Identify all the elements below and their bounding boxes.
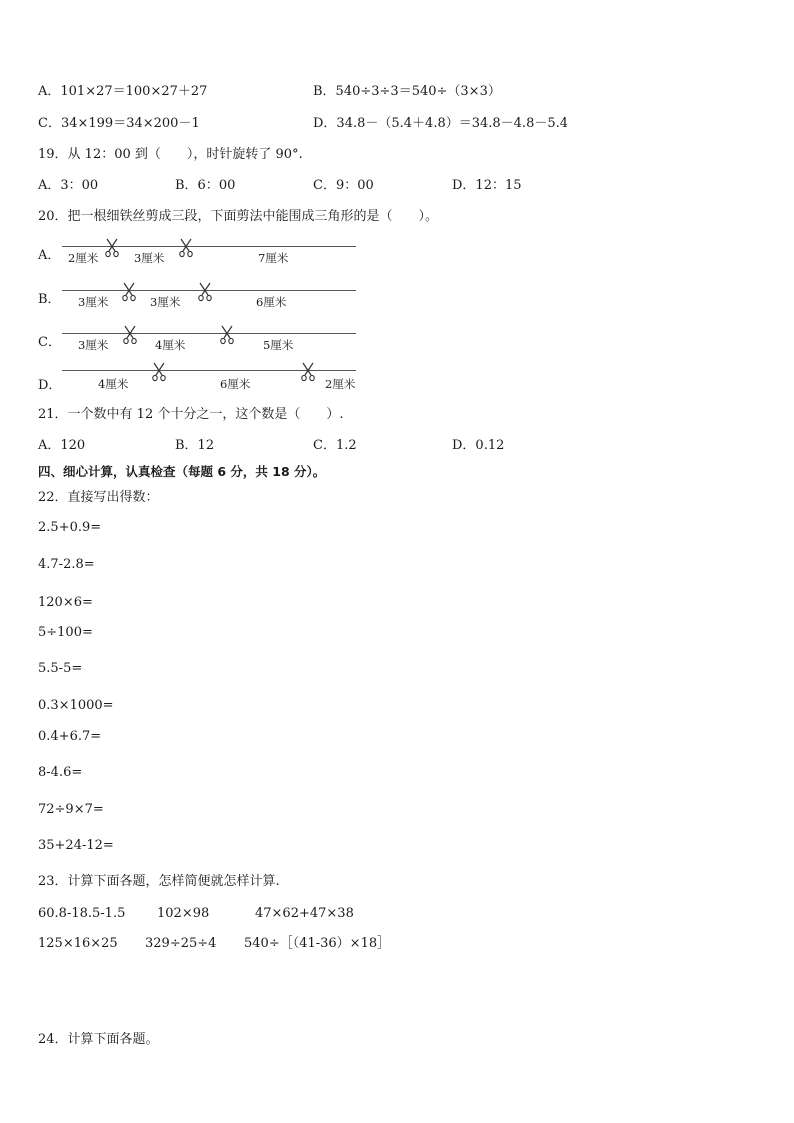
q22-item: 2.5+0.9= — [38, 520, 102, 535]
q20-option-a — [38, 240, 368, 272]
q22-stem: 22．直接写出得数： — [38, 490, 159, 505]
q23-expression: 540÷［（41-36）×18］ — [244, 936, 391, 951]
segment-length-label: 3厘米 — [78, 338, 109, 352]
q23-stem: 23．计算下面各题，怎样简便就怎样计算. — [38, 874, 280, 889]
q19-option-d: D．12：15 — [452, 178, 522, 193]
q20-option-letter: C． — [38, 335, 61, 350]
segment-length-label: 6厘米 — [220, 377, 251, 391]
scissors-icon — [122, 325, 138, 345]
q21-option-a: A．120 — [38, 438, 86, 453]
segment-length-label: 3厘米 — [150, 295, 181, 309]
scissors-icon — [300, 362, 316, 382]
segment-length-label: 4厘米 — [98, 377, 129, 391]
q23-expression: 329÷25÷4 — [145, 936, 217, 951]
q19-stem: 19．从 12：00 到（ ），时针旋转了 90°. — [38, 147, 303, 162]
q22-item: 35+24-12= — [38, 838, 114, 853]
q24-stem: 24．计算下面各题。 — [38, 1032, 159, 1047]
q20-option-letter: A． — [38, 248, 61, 263]
wire-line — [62, 333, 356, 334]
q23-expression: 47×62+47×38 — [255, 906, 354, 921]
section-heading: 四、细心计算，认真检查（每题 6 分，共 18 分）。 — [38, 464, 326, 479]
q22-item: 8-4.6= — [38, 765, 83, 780]
q22-item: 0.3×1000= — [38, 698, 114, 713]
segment-length-label: 7厘米 — [258, 251, 289, 265]
q22-item: 4.7-2.8= — [38, 557, 95, 572]
q19-option-a: A．3：00 — [38, 178, 99, 193]
scissors-icon — [121, 282, 137, 302]
segment-length-label: 3厘米 — [134, 251, 165, 265]
segment-length-label: 3厘米 — [78, 295, 109, 309]
q19-option-c: C．9：00 — [313, 178, 374, 193]
q22-item: 5÷100= — [38, 625, 93, 640]
scissors-icon — [178, 238, 194, 258]
scissors-icon — [151, 362, 167, 382]
q18-option-b: B．540÷3÷3＝540÷（3×3） — [313, 84, 501, 99]
segment-length-label: 4厘米 — [155, 338, 186, 352]
q21-option-c: C．1.2 — [313, 438, 357, 453]
segment-length-label: 5厘米 — [263, 338, 294, 352]
q20-option-d — [38, 370, 368, 402]
scissors-icon — [104, 238, 120, 258]
q18-option-d: D．34.8－（5.4＋4.8）＝34.8－4.8－5.4 — [313, 116, 569, 131]
q20-option-letter: D． — [38, 378, 62, 393]
segment-length-label: 6厘米 — [256, 295, 287, 309]
q21-stem: 21．一个数中有 12 个十分之一，这个数是（ ）. — [38, 407, 344, 422]
q23-expression: 102×98 — [157, 906, 210, 921]
segment-length-label: 2厘米 — [68, 251, 99, 265]
q20-option-letter: B． — [38, 292, 61, 307]
segment-length-label: 2厘米 — [325, 377, 356, 391]
q22-item: 72÷9×7= — [38, 802, 104, 817]
q22-item: 120×6= — [38, 595, 93, 610]
q19-option-b: B．6：00 — [175, 178, 236, 193]
q22-item: 5.5-5= — [38, 661, 83, 676]
q23-expression: 60.8-18.5-1.5 — [38, 906, 126, 921]
q20-option-c — [38, 327, 368, 359]
q22-item: 0.4+6.7= — [38, 729, 102, 744]
scissors-icon — [219, 325, 235, 345]
q21-option-b: B．12 — [175, 438, 215, 453]
q18-option-c: C．34×199＝34×200－1 — [38, 116, 200, 131]
q20-stem: 20．把一根细铁丝剪成三段，下面剪法中能围成三角形的是（ ）。 — [38, 209, 439, 224]
q23-expression: 125×16×25 — [38, 936, 118, 951]
q21-option-d: D．0.12 — [452, 438, 505, 453]
q20-option-b — [38, 284, 368, 316]
scissors-icon — [197, 282, 213, 302]
q18-option-a: A．101×27＝100×27＋27 — [38, 84, 208, 99]
